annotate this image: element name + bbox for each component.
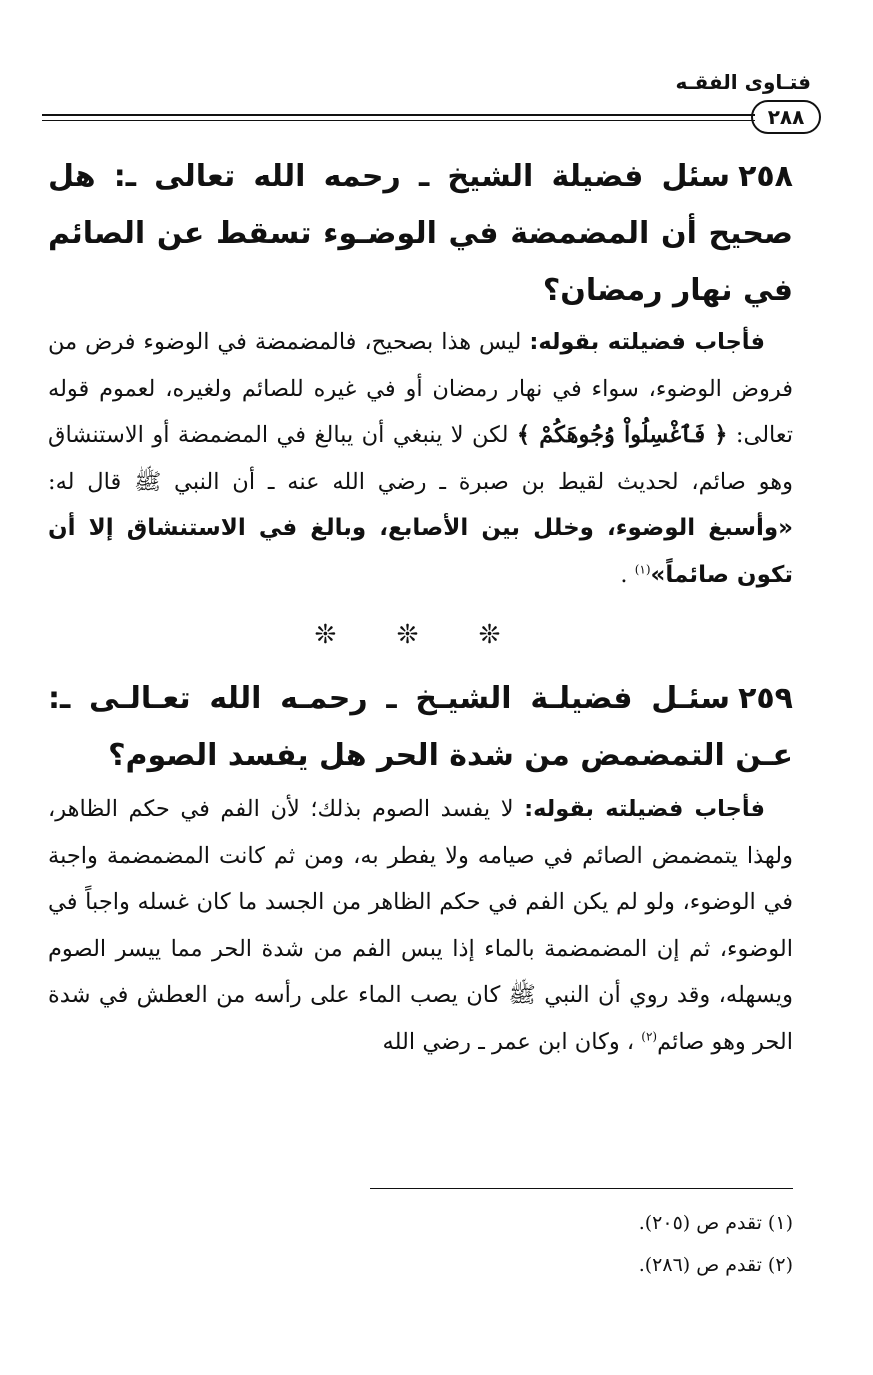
fatwa-259-question-text: سئـل فضيلـة الشيـخ ـ رحمـه الله تعـالـى ـ: عـن التمضمض من شدة الحر هل يفسد الصوم؟: [48, 681, 793, 773]
fatwa-258-number: ٢٥٨: [738, 159, 793, 194]
footnote-1: (١) تقدم ص (٢٠٥).: [638, 1212, 793, 1234]
fatwa-259-number: ٢٥٩: [738, 681, 793, 716]
footnote-ref-1: (١): [634, 562, 651, 576]
fatwa-258-question-text: سئل فضيلة الشيخ ـ رحمه الله تعالى ـ: هل صحيح أن المضمضة في الوضـوء تسقط عن الصائم في نهار رمضان؟: [48, 159, 793, 308]
footnote-rule: [370, 1188, 793, 1189]
hadith-quote: «وأسبغ الوضوء، وخلل بين الأصابع، وبالغ في الاستنشاق إلا أن تكون صائماً»: [48, 515, 793, 588]
section-separator: ❊ ❊ ❊: [314, 620, 527, 650]
fatwa-259-question: [48, 670, 793, 784]
footnote-ref-2: (٢): [641, 1029, 658, 1043]
fatwa-258-answer-part1: ليس هذا بصحيح، فالمضمضة في الوضوء فرض من فروض الوضوء، سواء في نهار رمضان أو في غيره للصائم ولغيره، لعموم قوله تعالى:: [48, 329, 794, 448]
page-body: [48, 148, 793, 1065]
header-rule: [42, 114, 755, 116]
fatwa-258-question: [48, 148, 793, 319]
page-number-badge: ٢٨٨: [751, 100, 821, 134]
footnotes: [48, 1202, 793, 1286]
header-rule-thin: [42, 120, 755, 121]
running-header-title: فتـاوى الفقـه: [675, 70, 811, 94]
fatwa-258-answer: [48, 319, 793, 598]
fatwa-259-answer-lead: فأجاب فضيلته بقوله:: [524, 796, 765, 822]
fatwa-259-answer: [48, 786, 793, 1065]
quran-verse: ﴿ فَٱغْسِلُواْ وُجُوهَكُمْ ﴾: [516, 422, 728, 448]
footnote-2: (٢) تقدم ص (٢٨٦).: [638, 1254, 793, 1276]
fatwa-259-answer-part1: لا يفسد الصوم بذلك؛ لأن الفم في حكم الظاهر، ولهذا يتمضمض الصائم في صيامه ولا يفطر به، ومن ثم كانت المضمضمة واجبة في الوضوء، ولو لم يكن الفم في حكم الظاهر من الجسد ما كان غسله واجباً في الوضوء، ثم إن المضمضمة بالماء إذا يبس الفم من شدة الحر مما ييسر الصوم ويسهله، وقد روي أن النبي ﷺ كان يصب الماء على رأسه من العطش في شدة الحر وهو صائم: [48, 796, 793, 1055]
fatwa-258-answer-lead: فأجاب فضيلته بقوله:: [529, 329, 765, 355]
fatwa-258-ending: .: [620, 561, 628, 588]
fatwa-258-answer-part2: لكن لا ينبغي أن يبالغ في المضمضة أو الاستنشاق وهو صائم، لحديث لقيط بن صبرة ـ رضي الله عنه ـ أن النبي ﷺ قال له:: [48, 422, 793, 495]
fatwa-259-answer-part2: ، وكان ابن عمر ـ رضي الله: [382, 1028, 635, 1055]
